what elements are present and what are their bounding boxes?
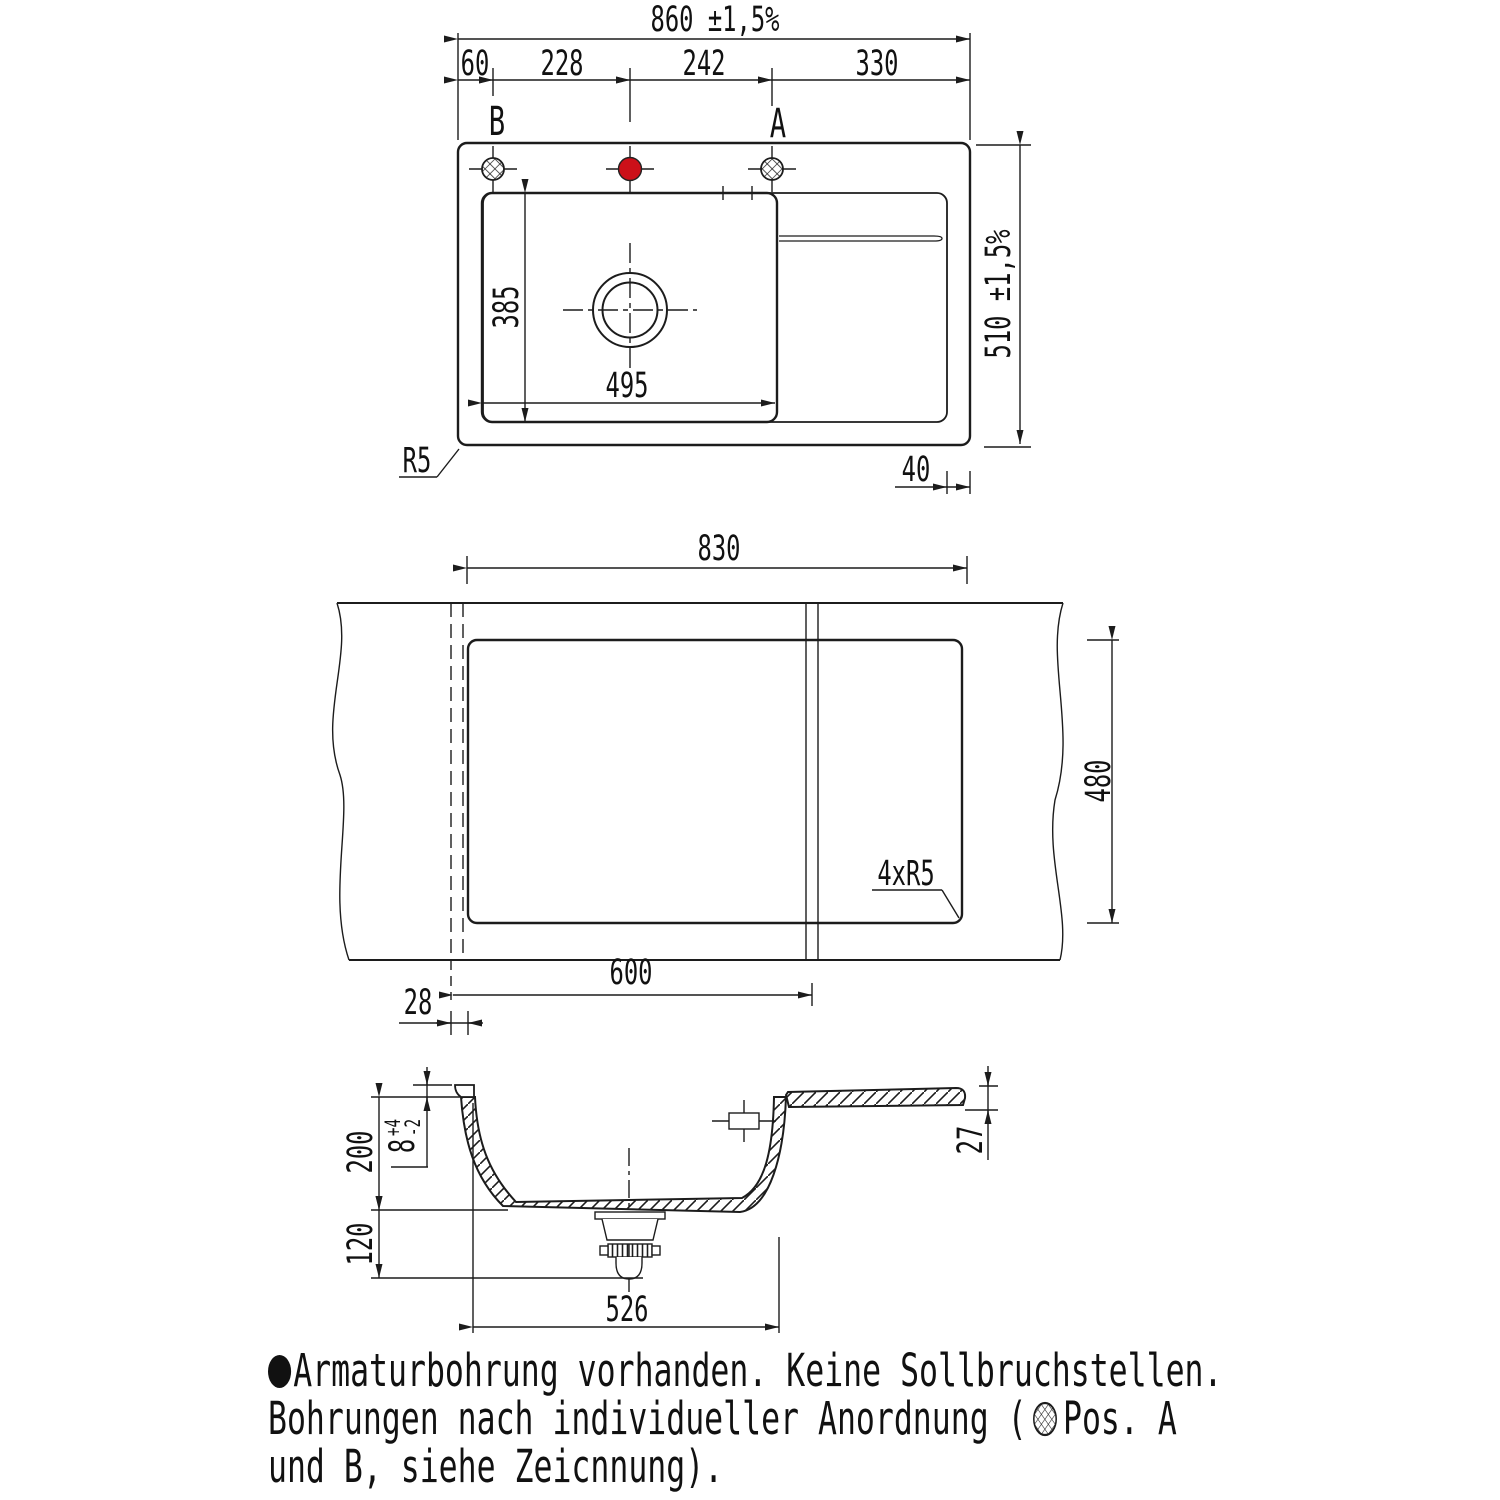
dim-label-495: 495 <box>605 366 649 406</box>
break-line-right <box>1053 603 1063 960</box>
cross-section-view <box>371 1066 998 1333</box>
dim-label-200: 200 <box>341 1130 381 1174</box>
dim-label-510: 510 ±1,5% <box>979 229 1019 359</box>
drain-icon <box>563 243 697 377</box>
faucet-hole-a-icon <box>748 146 796 192</box>
radius-label-r5: R5 <box>402 441 432 481</box>
dim-label-242: 242 <box>682 44 726 84</box>
hole-label-a: A <box>769 101 787 147</box>
faucet-hole-b-icon <box>469 146 517 192</box>
dim-label-385: 385 <box>487 285 527 329</box>
dim-label-830: 830 <box>697 529 741 569</box>
recess-outline <box>483 193 947 422</box>
dim-label-60: 60 <box>460 44 490 84</box>
note-line-2-text-b: Pos. A <box>1062 1392 1177 1445</box>
dim-8-main: 8 <box>383 1138 423 1154</box>
drainboard-section <box>786 1088 965 1107</box>
dim-label-40: 40 <box>901 450 931 490</box>
note-line-3-text: und B, siehe Zeicnnung). <box>268 1440 724 1493</box>
dim-label-8-tolerance <box>383 1119 423 1153</box>
faucet-hole-center-red-icon <box>606 146 654 192</box>
note-line-1 <box>268 1344 1458 1397</box>
dim-8-plus: +4 <box>381 1118 405 1137</box>
sink-outline <box>458 143 970 445</box>
dim-label-27: 27 <box>951 1125 991 1155</box>
dim-label-228: 228 <box>540 44 584 84</box>
note-line-2-text-a: Bohrungen nach individueller Anordnung ( <box>268 1392 1027 1445</box>
note-line-1-text: Armaturbohrung vorhanden. Keine Sollbruchstellen. <box>293 1344 1223 1397</box>
dim-label-120: 120 <box>341 1222 381 1266</box>
hole-label-b: B <box>488 99 506 145</box>
overflow-marker <box>712 1100 776 1142</box>
dim-label-600: 600 <box>609 953 653 993</box>
dim-label-526: 526 <box>605 1290 649 1330</box>
dim-label-28: 28 <box>403 983 433 1023</box>
countertop-cutout-view <box>333 556 1119 1035</box>
note-paragraph <box>268 1344 1458 1493</box>
dim-label-480: 480 <box>1079 759 1119 803</box>
rim-lip <box>455 1085 474 1097</box>
dim-label-860: 860 ±1,5% <box>650 0 780 40</box>
break-line-left <box>333 603 349 960</box>
radius-label-4xr5: 4xR5 <box>877 854 935 894</box>
drainboard-groove <box>779 236 942 241</box>
drain-fitting <box>595 1148 665 1292</box>
filled-circle-icon <box>268 1355 291 1388</box>
note-line-3 <box>268 1440 1458 1493</box>
dim-label-330: 330 <box>855 44 899 84</box>
dim-8-minus: -2 <box>401 1118 425 1137</box>
hatched-circle-icon <box>1031 1399 1059 1439</box>
note-line-2 <box>268 1392 1458 1445</box>
corner-radius-leader <box>872 890 959 918</box>
dim-200 <box>371 1097 508 1210</box>
